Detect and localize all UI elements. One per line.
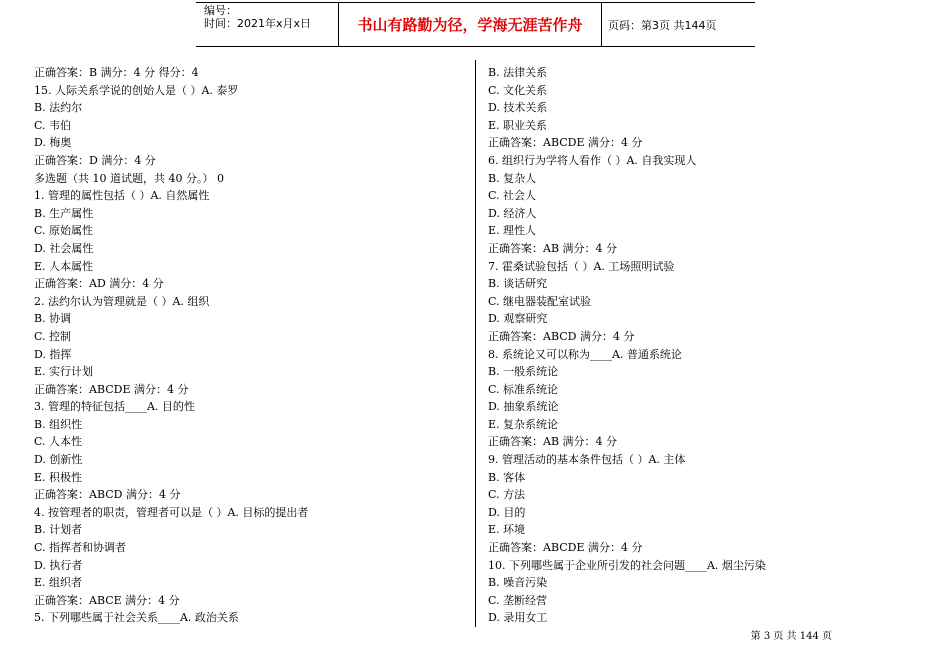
text-line: 正确答案：AB 满分：4 分 <box>488 435 618 449</box>
text-line: E. 实行计划 <box>34 365 94 379</box>
text-line: 正确答案：ABCD 满分：4 分 <box>488 329 635 343</box>
text-line: 正确答案：ABCDE 满分：4 分 <box>34 382 189 396</box>
text-line: E. 组织者 <box>34 576 83 590</box>
text-line: C. 原始属性 <box>34 224 94 238</box>
text-line: 4. 按管理者的职责，管理者可以是（ ）A. 目标的提出者 <box>34 505 309 519</box>
text-line: E. 人本属性 <box>34 259 94 273</box>
text-line: D. 创新性 <box>34 453 83 467</box>
text-line: C. 人本性 <box>34 435 83 449</box>
text-line: 9. 管理活动的基本条件包括（ ）A. 主体 <box>488 453 686 467</box>
text-line: C. 方法 <box>488 488 526 502</box>
text-line: 多选题（共 10 道试题，共 40 分。） 0 <box>34 171 224 185</box>
column-divider <box>475 60 476 627</box>
text-line: 正确答案：ABCDE 满分：4 分 <box>488 136 643 150</box>
text-line: 8. 系统论又可以称为____A. 普通系统论 <box>488 347 682 361</box>
text-line: B. 协调 <box>34 312 72 326</box>
text-line: C. 韦伯 <box>34 118 72 132</box>
text-line: 1. 管理的属性包括（ ）A. 自然属性 <box>34 189 210 203</box>
text-line: B. 组织性 <box>34 417 83 431</box>
text-line: C. 继电器装配室试验 <box>488 294 592 308</box>
page-header <box>196 2 755 47</box>
text-line: D. 社会属性 <box>34 241 94 255</box>
text-line: E. 理性人 <box>488 224 537 238</box>
text-line: E. 环境 <box>488 523 526 537</box>
text-line: 正确答案：AB 满分：4 分 <box>488 241 618 255</box>
text-line: B. 法律关系 <box>488 66 548 79</box>
text-line: C. 垄断经营 <box>488 593 548 607</box>
text-line: B. 一般系统论 <box>488 365 559 379</box>
time-label: 时间：2021年x月x日 <box>204 17 312 30</box>
text-line: 5. 下列哪些属于社会关系____A. 政治关系 <box>34 611 239 625</box>
text-line: D. 经济人 <box>488 206 537 220</box>
text-line: B. 噪音污染 <box>488 576 548 590</box>
text-line: D. 执行者 <box>34 558 83 572</box>
text-line: D. 指挥 <box>34 347 72 361</box>
text-line: D. 梅奥 <box>34 136 72 150</box>
text-line: 正确答案：ABCD 满分：4 分 <box>34 488 181 502</box>
text-line: 正确答案：AD 满分：4 分 <box>34 277 164 291</box>
text-line: 3. 管理的特征包括____A. 目的性 <box>34 400 195 414</box>
text-line: D. 技术关系 <box>488 101 548 115</box>
text-line: D. 观察研究 <box>488 312 548 326</box>
text-line: 正确答案：D 满分：4 分 <box>34 153 156 167</box>
text-line: B. 法约尔 <box>34 101 83 115</box>
header-meta <box>196 3 338 46</box>
text-line: C. 标准系统论 <box>488 382 559 396</box>
text-line: E. 复杂系统论 <box>488 417 559 431</box>
page-footer: 第 3 页 共 144 页 <box>750 631 832 642</box>
text-line: C. 指挥者和协调者 <box>34 541 127 555</box>
number-label: 编号： <box>204 4 237 17</box>
text-line: 正确答案：ABCDE 满分：4 分 <box>488 541 643 555</box>
text-line: C. 文化关系 <box>488 83 548 97</box>
text-line: D. 抽象系统论 <box>488 400 559 414</box>
text-line: D. 录用女工 <box>488 611 548 625</box>
text-line: E. 职业关系 <box>488 118 548 132</box>
text-line: E. 积极性 <box>34 470 83 484</box>
text-line: 15. 人际关系学说的创始人是（ ）A. 泰罗 <box>34 83 239 97</box>
text-line: B. 计划者 <box>34 523 83 537</box>
text-line: B. 生产属性 <box>34 206 94 220</box>
text-line: C. 控制 <box>34 329 72 343</box>
text-line: 2. 法约尔认为管理就是（ ）A. 组织 <box>34 294 210 308</box>
text-line: 正确答案：B 满分：4 分 得分：4 <box>34 66 199 79</box>
left-column <box>34 64 308 627</box>
text-line: 6. 组织行为学将人看作（ ）A. 自我实现人 <box>488 153 697 167</box>
text-line: D. 目的 <box>488 505 526 519</box>
header-page-info: 页码：第3页 共144页 <box>608 18 717 32</box>
text-line: B. 客体 <box>488 470 526 484</box>
right-column <box>488 64 766 627</box>
header-motto: 书山有路勤为径，学海无涯苦作舟 <box>338 3 602 46</box>
text-line: 7. 霍桑试验包括（ ）A. 工场照明试验 <box>488 259 675 273</box>
text-line: B. 谈话研究 <box>488 277 548 291</box>
text-line: B. 复杂人 <box>488 171 537 185</box>
text-line: 正确答案：ABCE 满分：4 分 <box>34 593 180 607</box>
text-line: 10. 下列哪些属于企业所引发的社会问题____A. 烟尘污染 <box>488 558 766 572</box>
text-line: C. 社会人 <box>488 189 537 203</box>
